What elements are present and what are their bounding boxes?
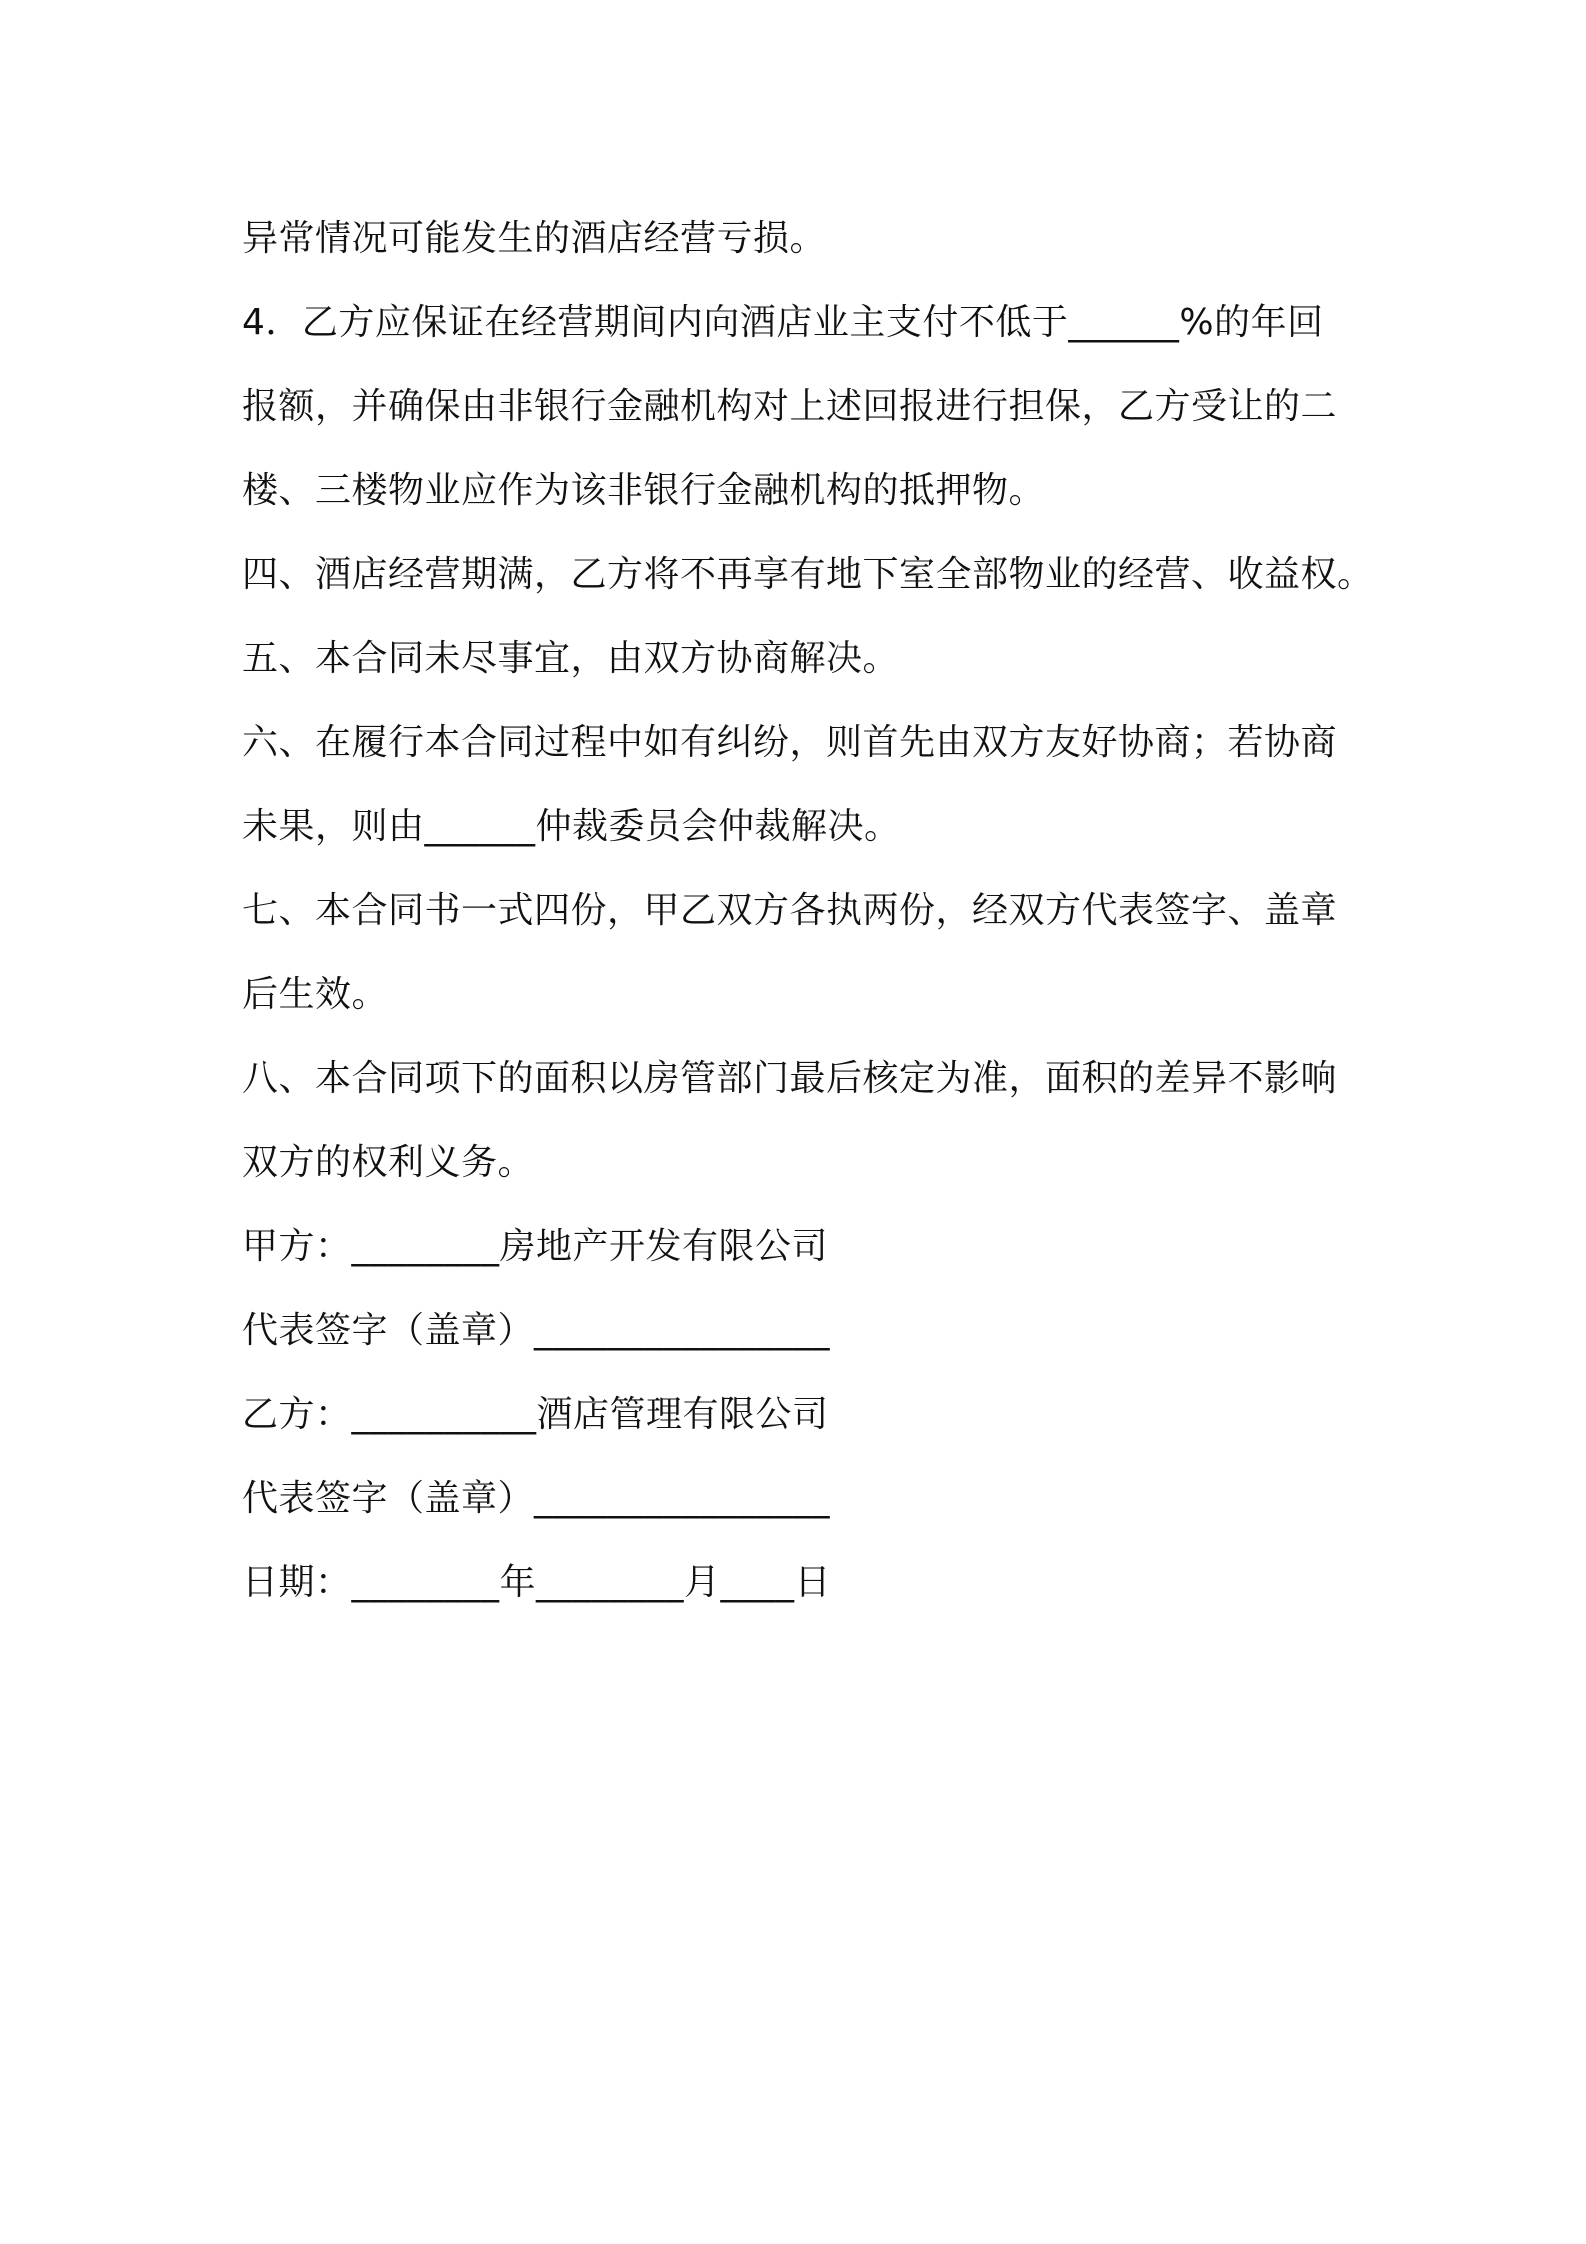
article-8-line-2: 双方的权利义务。 [242, 1142, 535, 1183]
article-4: 四、酒店经营期满，乙方将不再享有地下室全部物业的经营、收益权。 [242, 554, 1374, 595]
article-7-line-1: 七、本合同书一式四份，甲乙双方各执两份，经双方代表签字、盖章 [242, 890, 1338, 931]
party-a-signature: 代表签字（盖章）________________ [242, 1310, 831, 1351]
document-body [242, 197, 1374, 1625]
article-7-line-2: 后生效。 [242, 974, 389, 1015]
article-6-line-2: 未果，则由______仲裁委员会仲裁解决。 [242, 806, 901, 847]
clause-3-continuation: 异常情况可能发生的酒店经营亏损。 [242, 218, 827, 259]
clause-4-line-1: 4．乙方应保证在经营期间内向酒店业主支付不低于______%的年回 [242, 302, 1324, 343]
party-a-name: 甲方：________房地产开发有限公司 [242, 1226, 829, 1267]
article-6-line-1: 六、在履行本合同过程中如有纠纷，则首先由双方友好协商；若协商 [242, 722, 1338, 763]
clause-4-line-3: 楼、三楼物业应作为该非银行金融机构的抵押物。 [242, 470, 1046, 511]
party-b-name: 乙方：__________酒店管理有限公司 [242, 1394, 829, 1435]
clause-4-line-2: 报额，并确保由非银行金融机构对上述回报进行担保，乙方受让的二 [242, 386, 1338, 427]
article-8-line-1: 八、本合同项下的面积以房管部门最后核定为准，面积的差异不影响 [242, 1058, 1338, 1099]
party-b-signature: 代表签字（盖章）________________ [242, 1478, 831, 1519]
article-5: 五、本合同未尽事宜，由双方协商解决。 [242, 638, 900, 679]
signing-date: 日期：________年________月____日 [242, 1562, 832, 1603]
